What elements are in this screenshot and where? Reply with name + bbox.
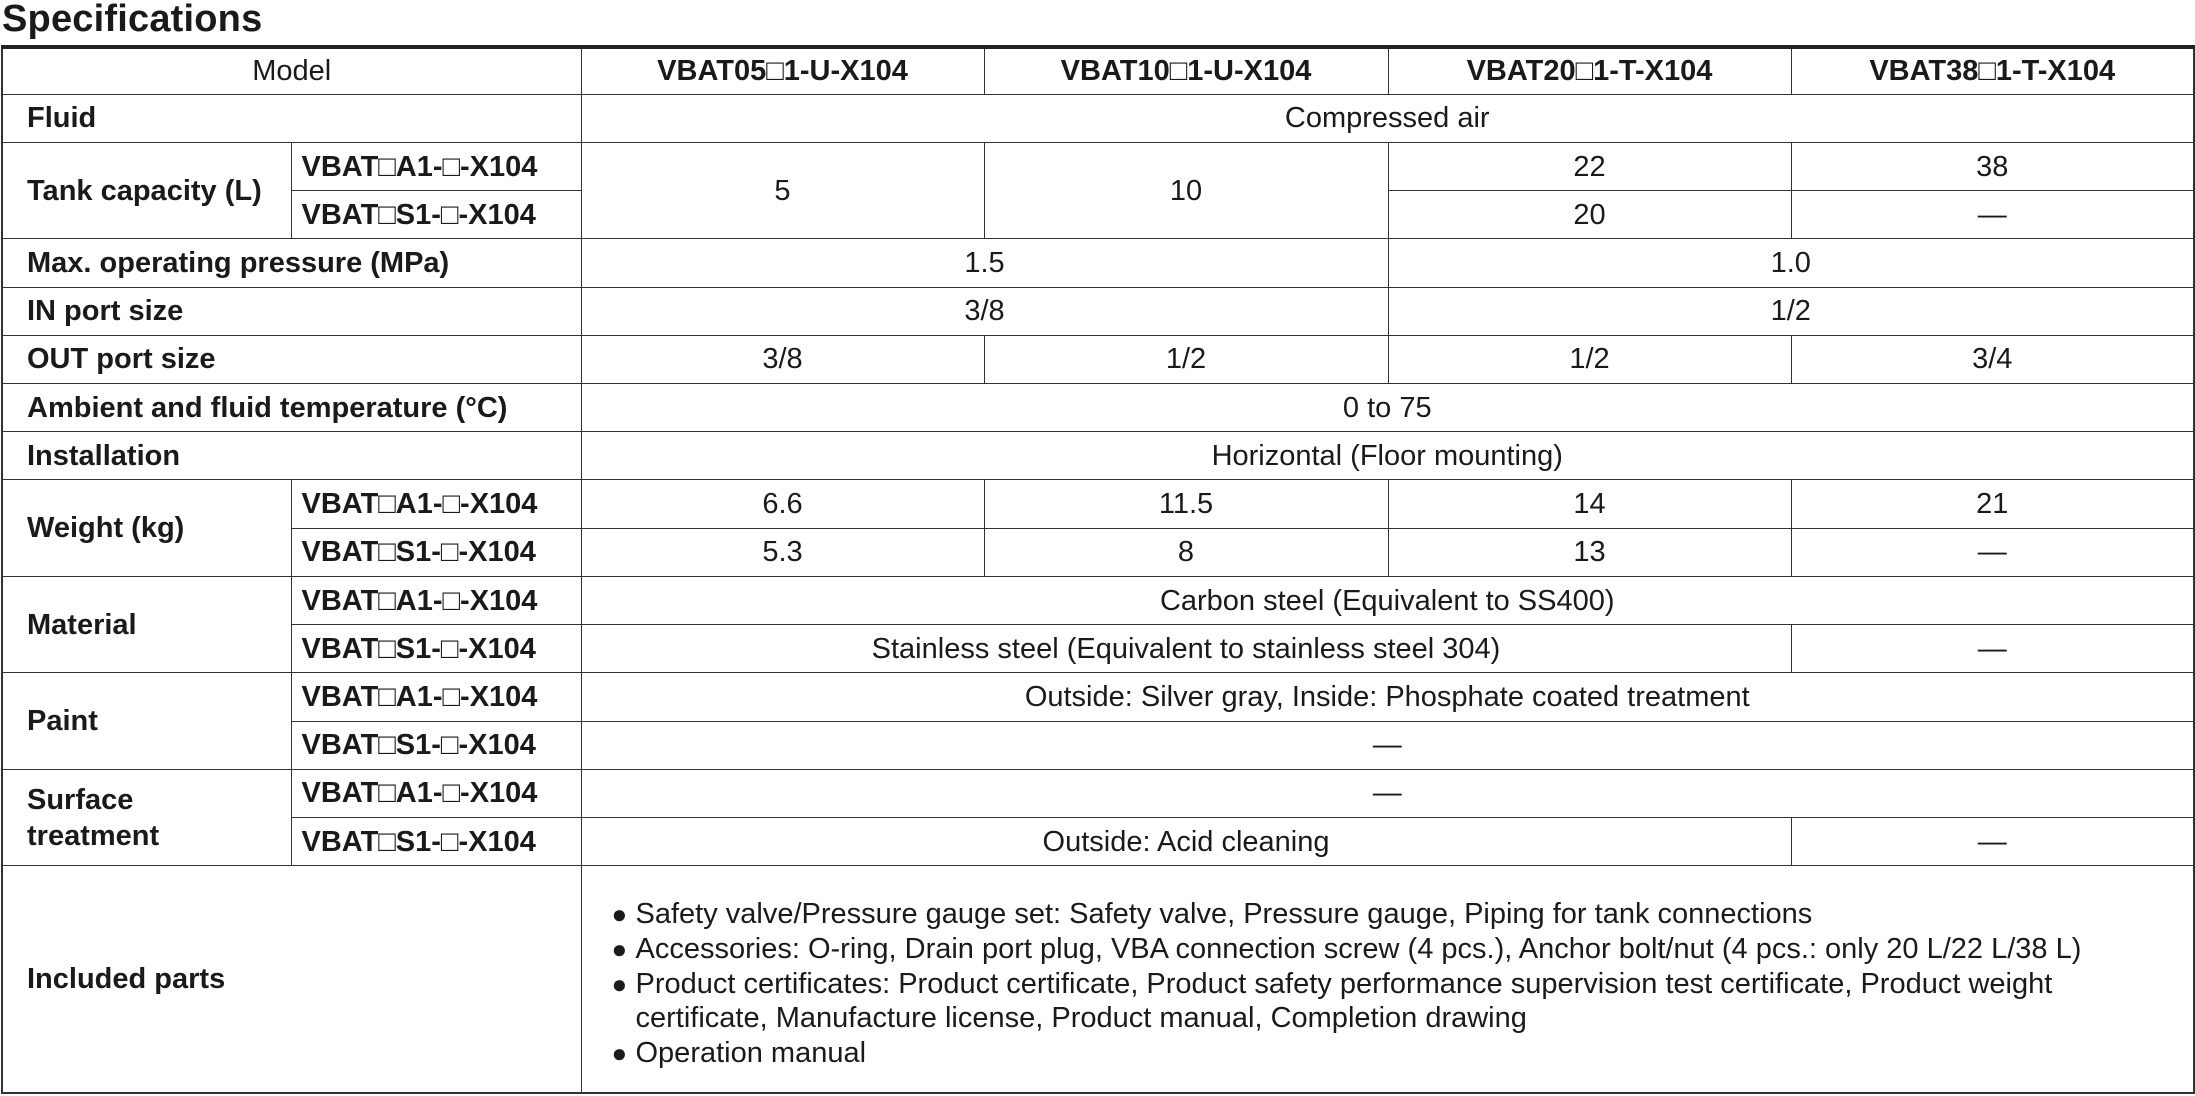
in-port-row xyxy=(2,287,2194,335)
bullet-icon: ● xyxy=(611,1038,628,1069)
included-parts-list xyxy=(612,897,2134,1070)
tank-capacity-value: 5 xyxy=(581,142,984,238)
tank-capacity-row-a1 xyxy=(2,142,2194,190)
list-item-text: Safety valve/Pressure gauge set: Safety valve, Pressure gauge, Piping for tank connections xyxy=(635,898,1813,931)
sub-model-label: VBAT□A1-□-X104 xyxy=(291,142,581,190)
temperature-row xyxy=(2,384,2194,432)
weight-value: — xyxy=(1791,528,2194,576)
row-label: Material xyxy=(2,576,291,672)
model-column-header: VBAT20□1-T-X104 xyxy=(1388,47,1791,94)
weight-row-s1 xyxy=(2,528,2194,576)
specifications-table xyxy=(1,45,2195,1094)
row-label: IN port size xyxy=(2,287,581,335)
row-label xyxy=(2,769,291,865)
out-port-value: 1/2 xyxy=(984,335,1388,383)
included-parts-row xyxy=(2,866,2194,1093)
row-label: Tank capacity (L) xyxy=(2,142,291,238)
weight-row-a1 xyxy=(2,480,2194,528)
paint-row-a1 xyxy=(2,673,2194,721)
row-label: Weight (kg) xyxy=(2,480,291,576)
in-port-value: 3/8 xyxy=(581,287,1388,335)
material-value: Carbon steel (Equivalent to SS400) xyxy=(581,576,2194,624)
row-label: Max. operating pressure (MPa) xyxy=(2,239,581,287)
model-header: Model xyxy=(2,47,581,94)
surface-treatment-value: Outside: Acid cleaning xyxy=(581,818,1791,866)
sub-model-label: VBAT□A1-□-X104 xyxy=(291,576,581,624)
surface-treatment-row-a1 xyxy=(2,769,2194,817)
weight-value: 21 xyxy=(1791,480,2194,528)
tank-capacity-value: 38 xyxy=(1791,142,2194,190)
temperature-value: 0 to 75 xyxy=(581,384,2194,432)
tank-capacity-value: 20 xyxy=(1388,191,1791,239)
row-label: OUT port size xyxy=(2,335,581,383)
list-item xyxy=(612,932,2134,966)
list-item xyxy=(612,897,2134,931)
list-item-text: Accessories: O-ring, Drain port plug, VBA connection screw (4 pcs.), Anchor bolt/nut (4 pcs.: only 20 L/22 L/38 L) xyxy=(635,933,2082,966)
sub-model-label: VBAT□S1-□-X104 xyxy=(291,191,581,239)
weight-value: 14 xyxy=(1388,480,1791,528)
fluid-row xyxy=(2,94,2194,142)
row-label: Ambient and fluid temperature (°C) xyxy=(2,384,581,432)
material-row-s1 xyxy=(2,625,2194,673)
sub-model-label: VBAT□A1-□-X104 xyxy=(291,769,581,817)
paint-row-s1 xyxy=(2,721,2194,769)
row-label-line: Surface xyxy=(27,783,134,816)
paint-value: Outside: Silver gray, Inside: Phosphate coated treatment xyxy=(581,673,2194,721)
installation-value: Horizontal (Floor mounting) xyxy=(581,432,2194,480)
paint-value: — xyxy=(581,721,2194,769)
page-title: Specifications xyxy=(2,0,263,40)
sub-model-label: VBAT□S1-□-X104 xyxy=(291,818,581,866)
model-column-header: VBAT05□1-U-X104 xyxy=(581,47,984,94)
row-label: Paint xyxy=(2,673,291,769)
out-port-value: 3/8 xyxy=(581,335,984,383)
surface-treatment-value: — xyxy=(1791,818,2194,866)
row-label: Installation xyxy=(2,432,581,480)
sub-model-label: VBAT□S1-□-X104 xyxy=(291,721,581,769)
bullet-icon: ● xyxy=(611,934,628,965)
list-item xyxy=(612,1036,2134,1070)
out-port-row xyxy=(2,335,2194,383)
out-port-value: 1/2 xyxy=(1388,335,1791,383)
weight-value: 11.5 xyxy=(984,480,1388,528)
tank-capacity-value: 22 xyxy=(1388,142,1791,190)
tank-capacity-value: — xyxy=(1791,191,2194,239)
model-column-header: VBAT38□1-T-X104 xyxy=(1791,47,2194,94)
sub-model-label: VBAT□S1-□-X104 xyxy=(291,528,581,576)
list-item xyxy=(612,967,2134,1035)
installation-row xyxy=(2,432,2194,480)
material-row-a1 xyxy=(2,576,2194,624)
out-port-value: 3/4 xyxy=(1791,335,2194,383)
list-item-text: Operation manual xyxy=(635,1037,867,1070)
row-label-line: treatment xyxy=(27,819,160,852)
model-column-header: VBAT10□1-U-X104 xyxy=(984,47,1388,94)
surface-treatment-value: — xyxy=(581,769,2194,817)
weight-value: 8 xyxy=(984,528,1388,576)
sub-model-label: VBAT□A1-□-X104 xyxy=(291,480,581,528)
included-parts-cell xyxy=(581,866,2194,1093)
fluid-value: Compressed air xyxy=(581,94,2194,142)
weight-value: 5.3 xyxy=(581,528,984,576)
sub-model-label: VBAT□S1-□-X104 xyxy=(291,625,581,673)
in-port-value: 1/2 xyxy=(1388,287,2194,335)
max-pressure-value: 1.0 xyxy=(1388,239,2194,287)
weight-value: 13 xyxy=(1388,528,1791,576)
list-item-text: Product certificates: Product certificate, Product safety performance supervision test certificate, Product weight certificate, Manufacture license, Product manual, Completion drawing xyxy=(635,968,2053,1035)
bullet-icon: ● xyxy=(611,899,628,930)
sub-model-label: VBAT□A1-□-X104 xyxy=(291,673,581,721)
bullet-icon: ● xyxy=(611,969,628,1000)
row-label: Included parts xyxy=(2,866,581,1093)
tank-capacity-value: 10 xyxy=(984,142,1388,238)
material-value: Stainless steel (Equivalent to stainless steel 304) xyxy=(581,625,1791,673)
material-value: — xyxy=(1791,625,2194,673)
header-row xyxy=(2,47,2194,94)
max-pressure-value: 1.5 xyxy=(581,239,1388,287)
max-pressure-row xyxy=(2,239,2194,287)
row-label: Fluid xyxy=(2,94,581,142)
weight-value: 6.6 xyxy=(581,480,984,528)
surface-treatment-row-s1 xyxy=(2,818,2194,866)
